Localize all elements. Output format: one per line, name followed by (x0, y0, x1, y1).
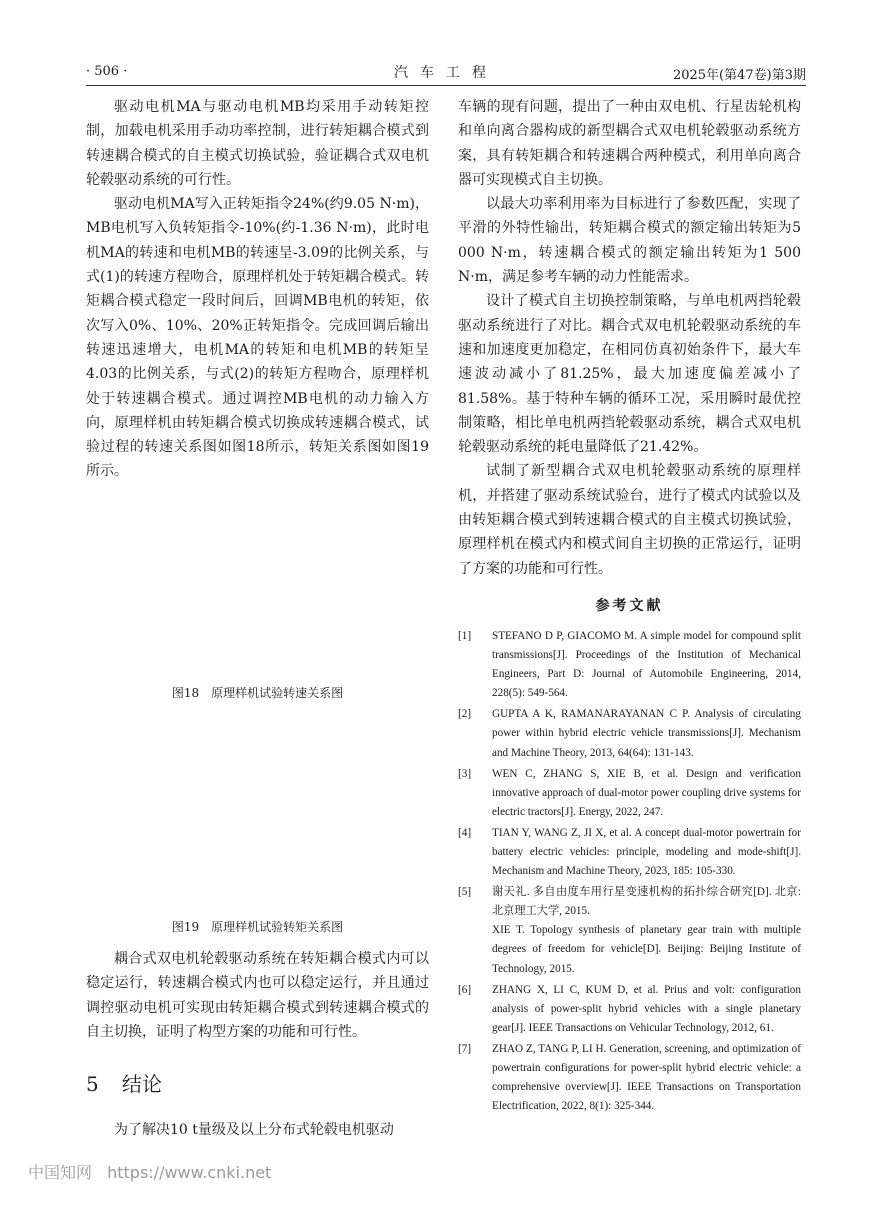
reference-number: [1] (458, 629, 472, 642)
figure-19-caption: 图19 原理样机试验转矩关系图 (171, 920, 344, 934)
left-bottom-block (86, 947, 429, 1044)
watermark-footer (28, 1160, 271, 1183)
watermark-url[interactable]: https://www.cnki.net (107, 1163, 272, 1182)
reference-item (458, 883, 801, 978)
reference-text: GUPTA A K, RAMANARAYANAN C P. Analysis of circulating power within hybrid electric vehicle transmissions[J]. Mechanism and Machine Theory, 2013, 64(64): 131-143. (492, 708, 801, 759)
reference-number: [7] (458, 1042, 472, 1055)
paragraph: 耦合式双电机轮毂驱动系统在转矩耦合模式内可以稳定运行，转速耦合模式内也可以稳定运行，并且通过调控驱动电机可实现由转矩耦合模式到转速耦合模式的自主切换，证明了构型方案的功能和可行性。 (86, 951, 429, 1040)
page-header (86, 62, 806, 84)
paragraph: 为了解决10 t量级及以上分布式轮毂电机驱动 (114, 1122, 394, 1138)
reference-item (458, 627, 801, 703)
references-title: 参考文献 (595, 597, 664, 614)
reference-text: TIAN Y, WANG Z, JI X, et al. A concept dual-motor powertrain for battery electric vehicles: principle, modeling and mode-shift[J]. Mechanism and Machine Theory, 2023, 185: 105-330. (492, 826, 801, 878)
reference-item (458, 981, 801, 1038)
reference-number: [3] (458, 767, 472, 780)
reference-text-translation: XIE T. Topology synthesis of planetary gear train with multiple degrees of freedom for vehicle[D]. Beijing: Beijing Institute of Technology, 2015. (492, 924, 801, 975)
issue-info: 2025年(第47卷)第3期 (672, 68, 806, 83)
figure-18-caption: 图18 原理样机试验转速关系图 (171, 686, 344, 700)
paragraph: 驱动电机MA写入正转矩指令24%(约9.05 N·m)，MB电机写入负转矩指令-10%(约-1.36 N·m)，此时电机MA的转速和电机MB的转速呈-3.09的比例关系，与式(1)的转速方程吻合，原理样机处于转矩耦合模式。转矩耦合模式稳定一段时间后，回调MB电机的转矩，依次写入0%、10%、20%正转矩指令。完成回调后输出转速迅速增大，电机MA的转矩和电机MB的转矩呈4.03的比例关系，与式(2)的转矩方程吻合，原理样机处于转速耦合模式。通过调控MB电机的动力输入方向，原理样机由转矩耦合模式切换成转速耦合模式，试验过程的转速关系图如图18所示，转矩关系图如图19所示。 (86, 196, 429, 480)
reference-number: [4] (458, 826, 472, 839)
reference-number: [2] (458, 708, 472, 721)
reference-text: 谢天礼. 多自由度车用行星变速机构的拓扑综合研究[D]. 北京: 北京理工大学, 2015. (492, 886, 801, 918)
section-number: 5 (86, 1072, 99, 1096)
left-column (86, 95, 429, 484)
paragraph: 以最大功率利用率为目标进行了参数匹配，实现了平滑的外特性输出，转矩耦合模式的额定输出转矩为5 000 N·m，转速耦合模式的额定输出转矩为1 500 N·m，满足参考车辆的动力性能需求。 (458, 196, 801, 286)
reference-item (458, 765, 801, 822)
section-title: 结论 (122, 1072, 162, 1096)
right-column (458, 95, 801, 1118)
paragraph: 设计了模式自主切换控制策略，与单电机两挡轮毂驱动系统进行了对比。耦合式双电机轮毂驱动系统的车速和加速度更加稳定，在相同仿真初始条件下，最大车速波动减小了81.25%，最大加速度偏差减小了81.58%。基于特种车辆的循环工况，采用瞬时最优控制策略，相比单电机两挡轮毂驱动系统，耦合式双电机轮毂驱动系统的耗电量降低了21.42%。 (458, 293, 801, 456)
reference-number: [5] (458, 886, 472, 899)
reference-item (458, 824, 801, 881)
reference-number: [6] (458, 983, 472, 996)
paragraph: 车辆的现有问题，提出了一种由双电机、行星齿轮机构和单向离合器构成的新型耦合式双电机轮毂驱动系统方案，具有转矩耦合和转速耦合两种模式，利用单向离合器可实现模式自主切换。 (458, 99, 801, 188)
conclusion-start (86, 1118, 429, 1142)
paragraph: 驱动电机MA与驱动电机MB均采用手动转矩控制，加载电机采用手动功率控制，进行转矩耦合模式到转速耦合模式的自主模式切换试验，验证耦合式双电机轮毂驱动系统的可行性。 (86, 99, 429, 188)
page-number: · 506 · (86, 64, 128, 79)
journal-name: 汽车工程 (394, 65, 498, 81)
reference-item (458, 1040, 801, 1116)
reference-text: STEFANO D P, GIACOMO M. A simple model for compound split transmissions[J]. Proceedings of the Institution of Mechanical Engineers, Part D: Journal of Automobile Engineering, 2014, 228(5): 549-564. (492, 629, 801, 700)
watermark-brand: 中国知网 (28, 1163, 93, 1182)
reference-item (458, 705, 801, 762)
reference-text: WEN C, ZHANG S, XIE B, et al. Design and verification innovative approach of dual-motor power coupling drive systems for electric tractors[J]. Energy, 2022, 247. (492, 767, 801, 818)
header-rule (86, 85, 806, 86)
paragraph: 试制了新型耦合式双电机轮毂驱动系统的原理样机，并搭建了驱动系统试验台，进行了模式内试验以及由转矩耦合模式到转速耦合模式的自主模式切换试验，原理样机在模式内和模式间自主切换的正常运行，证明了方案的功能和可行性。 (458, 463, 801, 577)
reference-text: ZHANG X, LI C, KUM D, et al. Prius and volt: configuration analysis of power-split hybrid vehicles with a single planetary gear[J]. IEEE Transactions on Vehicular Technology, 2012, 61. (492, 983, 801, 1034)
reference-text: ZHAO Z, TANG P, LI H. Generation, screening, and optimization of powertrain configurations for power-split hybrid electric vehicle: a comprehensive overview[J]. IEEE Transactions on Transportation Electrification, 2022, 8(1): 325-344. (492, 1042, 801, 1113)
section-heading (86, 1068, 162, 1097)
